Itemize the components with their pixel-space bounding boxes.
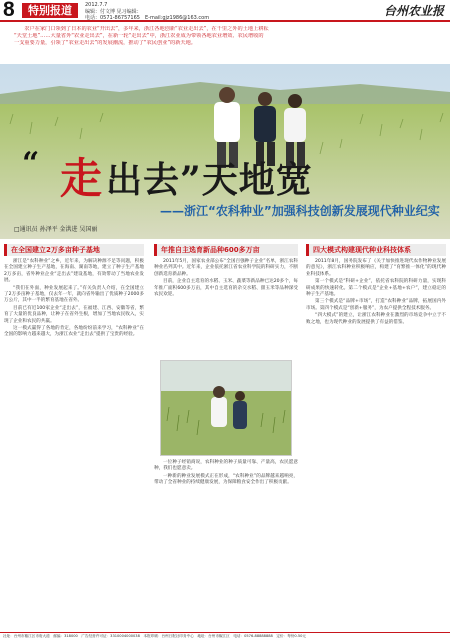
hero-photo	[0, 64, 450, 239]
email: E-mail:gjz1986@163.com	[145, 15, 210, 21]
editor-credit: 编辑：付文博 见习编辑：	[85, 8, 142, 15]
paragraph: 一位种子经销商说，农科种业的种子质量可靠、产量高，农民愿意种，我们也愿意卖。	[154, 460, 298, 472]
article-column-1	[4, 244, 144, 340]
paragraph: 第一个模式是“科研+企业”，依托省农科院的科研力量，实现科研成果的快速转化。第二个模式是“企业+基地+农户”，建立稳定的种子生产基地。	[306, 279, 446, 298]
article-column-2-cont	[154, 460, 298, 488]
headline-text: 出去”天地宽	[106, 159, 313, 201]
paragraph: “我们在外面，种业发展起来了。”有关负责人介绍，在全国建立了2万多亩种子基地，仅去年一年，就向省外输出了优质种子2000多万公斤，其中一半的繁育基地在省外。	[4, 285, 144, 304]
column-title: 四大模式构建现代种业科技体系	[306, 244, 446, 256]
paragraph: 2011年8月，国务院发布了《关于加快推进现代农作物种业发展的意见》，浙江农科种业积极响应，构建了“育繁推一体化”的现代种业科技体系。	[306, 259, 446, 277]
inset-photo	[160, 360, 292, 456]
intro-text	[14, 26, 440, 47]
contact-line	[85, 15, 209, 22]
phone: 电话：0571-86757165	[85, 15, 140, 21]
intro-line: “天堂土地”……大量省外“农业走出去”，在新一轮“走出去”中，浙江农业成为带领各地农业增效、农民增收的	[14, 33, 264, 39]
column-body	[154, 259, 298, 298]
paragraph: 一种新的种业发展模式正在形成，“农科种业”的品牌越来越响亮，带动了全省种业的持续健康发展，为保障粮食安全作出了积极贡献。	[154, 473, 298, 486]
headline	[0, 64, 450, 239]
paragraph: 2011年5月，国家农业部公布“全国百强种子企业”名单，浙江农科种业名列其中。近年来，企业依托浙江省农业科学院的科研实力，不断创新选育新品种。	[154, 259, 298, 277]
paragraph: 目前，企业自主选育的水稻、玉米、蔬菜等新品种已达20多个，每年推广面积600多万亩，其中自主选育的杂交水稻、甜玉米等品种深受农民欢迎。	[154, 279, 298, 298]
column-body	[154, 460, 298, 487]
field-inspection-image	[161, 361, 292, 456]
paragraph: “四大模式”的建立，让浙江农科种业在激烈的市场竞争中立于不败之地，也为现代种业的发展提供了有益的借鉴。	[306, 313, 446, 325]
paragraph: 目前已有近100家企业“走出去”，在福建、江西、安徽等省，繁育了大量的优良品种，让种子在省外生根，增加了当地农民收入，实现了企业和农民的共赢。	[4, 305, 144, 324]
paper-logo: 台州农业报	[383, 4, 444, 18]
page-number: 8	[3, 0, 15, 21]
paragraph: 第三个模式是“品牌+市场”，打造“农科种业”品牌，拓展国内外市场。第四个模式是“创新+服务”，为农户提供全程技术服务。	[306, 299, 446, 311]
masthead	[0, 0, 450, 22]
byline: □通讯员 孙泽平 金洪进 吴国丽	[14, 226, 98, 233]
section-label: 特别报道	[22, 3, 78, 18]
issue-date: 2012.7.7	[85, 2, 108, 8]
column-body	[306, 259, 446, 326]
footer: 社址：台州市椒江区市府大道 邮编：318000 广告经营许可证：3310004000038 本报印刷：台州日报社印务中心 地址：台州市椒江区 电话：0576-88888888 定价：每份0.50元	[0, 632, 450, 640]
headline-open-quote: “	[22, 146, 40, 181]
intro-line: 农户在家门口领到了日本的农业“开出去”，多年来，浙江各地创新“农业走出去”，在千里之外的土地上耕耘	[14, 26, 269, 32]
column-body	[4, 259, 144, 339]
column-title: 年推自主选育新品种600多万亩	[154, 244, 298, 256]
paragraph: 这一模式赢得了各地的肯定，各地纷纷前来学习，“农科种业”在全国的影响力越来越大，为浙江农业“走出去”提供了宝贵的经验。	[4, 326, 144, 338]
subtitle: ——浙江“农科种业”加强科技创新发展现代种业纪实	[160, 204, 440, 218]
article-column-3	[306, 244, 446, 327]
article-column-2	[154, 244, 298, 299]
paragraph: 浙江是“农科种业”之乡，近年来，为解决种源不足等问题，积极在全国建立种子生产基地，在海南、湖南等地，建立了种子生产基地2万多亩，省外种业企业“走出去”建设基地，有效带动了当地农业发展。	[4, 259, 144, 284]
intro-line: 一支重要力量，引领了“农业走出去”的发展潮流，推动了“农民创业”的新天地。	[14, 40, 196, 46]
masthead-meta	[85, 2, 209, 22]
headline-key-char: 走	[60, 154, 103, 203]
column-title: 在全国建立2万多亩种子基地	[4, 244, 144, 256]
